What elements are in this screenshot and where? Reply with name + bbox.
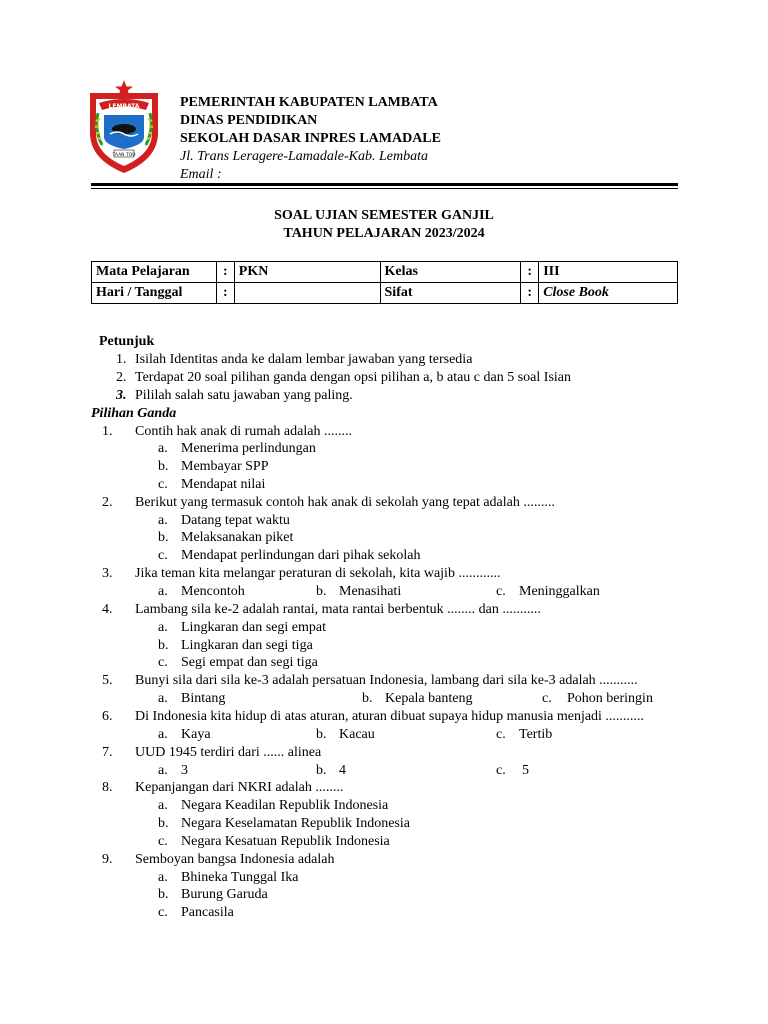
lembata-emblem-logo (86, 79, 162, 175)
logo-motto-text: TAAN TOU (112, 153, 136, 158)
question-text: Contih hak anak di rumah adalah ........ (135, 424, 352, 439)
option-letter: c. (158, 655, 168, 670)
option-letter: b. (158, 459, 169, 474)
option-text: Mencontoh (181, 584, 245, 599)
option-letter: b. (316, 763, 327, 778)
option-letter: c. (496, 763, 506, 778)
question-text: Jika teman kita melangar peraturan di sekolah, kita wajib ............ (135, 566, 501, 581)
option-letter: a. (158, 584, 168, 599)
option-text: Menasihati (339, 584, 402, 599)
question-text: Lambang sila ke-2 adalah rantai, mata rantai berbentuk ........ dan ........... (135, 602, 541, 617)
academic-year: TAHUN PELAJARAN 2023/2024 (283, 226, 485, 241)
instructions-heading: Petunjuk (99, 334, 155, 349)
option-letter: c. (158, 905, 168, 920)
class-label: Kelas (380, 262, 521, 283)
question-text: Kepanjangan dari NKRI adalah ........ (135, 780, 344, 795)
instruction-number: 1. (116, 352, 127, 367)
option-letter: a. (158, 513, 168, 528)
option-letter: a. (158, 620, 168, 635)
question-number: 2. (102, 495, 113, 510)
instruction-number: 3. (116, 388, 127, 403)
option-text: Menerima perlindungan (181, 441, 316, 456)
option-text: Kepala banteng (385, 691, 473, 706)
option-letter: a. (158, 691, 168, 706)
option-text: Bhineka Tunggal Ika (181, 870, 299, 885)
option-text: Pohon beringin (567, 691, 653, 706)
nature-value: Close Book (539, 283, 678, 304)
option-letter: a. (158, 441, 168, 456)
school-email: Email : (180, 167, 222, 182)
option-text: Kacau (339, 727, 375, 742)
option-letter: b. (316, 727, 327, 742)
option-text: Pancasila (181, 905, 234, 920)
question-text: Semboyan bangsa Indonesia adalah (135, 852, 335, 867)
question-number: 6. (102, 709, 113, 724)
option-text: Melaksanakan piket (181, 530, 294, 545)
option-text: 5 (522, 763, 529, 778)
instruction-text: Terdapat 20 soal pilihan ganda dengan opsi pilihan a, b atau c dan 5 soal Isian (135, 370, 572, 385)
option-letter: b. (158, 816, 169, 831)
exam-info-table (91, 261, 678, 304)
colon-separator: : (216, 262, 234, 283)
option-letter: c. (496, 727, 506, 742)
option-text: Negara Keadilan Republik Indonesia (181, 798, 389, 813)
subject-label: Mata Pelajaran (92, 262, 217, 283)
option-letter: a. (158, 727, 168, 742)
letterhead-divider-thin (91, 188, 678, 189)
option-text: Negara Kesatuan Republik Indonesia (181, 834, 390, 849)
letterhead (180, 94, 441, 184)
question-number: 7. (102, 745, 113, 760)
option-letter: c. (158, 548, 168, 563)
question-number: 1. (102, 424, 113, 439)
table-row (92, 262, 678, 283)
colon-separator: : (521, 262, 539, 283)
option-text: 4 (339, 763, 346, 778)
option-letter: b. (316, 584, 327, 599)
government-line: PEMERINTAH KABUPATEN LAMBATA (180, 95, 438, 110)
question-text: Berikut yang termasuk contoh hak anak di sekolah yang tepat adalah ......... (135, 495, 555, 510)
question-number: 9. (102, 852, 113, 867)
option-text: Meninggalkan (519, 584, 600, 599)
question-text: Di Indonesia kita hidup di atas aturan, aturan dibuat supaya hidup manusia menjadi ........... (135, 709, 644, 724)
letterhead-divider-thick (91, 183, 678, 186)
option-text: Burung Garuda (181, 887, 268, 902)
option-text: Mendapat nilai (181, 477, 266, 492)
question-number: 8. (102, 780, 113, 795)
option-letter: a. (158, 763, 168, 778)
question-number: 3. (102, 566, 113, 581)
instruction-text: Isilah Identitas anda ke dalam lembar jawaban yang tersedia (135, 352, 473, 367)
school-address: Jl. Trans Leragere-Lamadale-Kab. Lembata (180, 149, 428, 164)
option-text: Kaya (181, 727, 211, 742)
option-letter: b. (158, 887, 169, 902)
option-letter: c. (542, 691, 552, 706)
option-text: Lingkaran dan segi tiga (181, 638, 313, 653)
section-title: Pilihan Ganda (91, 406, 177, 421)
school-name: SEKOLAH DASAR INPRES LAMADALE (180, 131, 441, 146)
table-row (92, 283, 678, 304)
option-letter: c. (496, 584, 506, 599)
option-letter: a. (158, 798, 168, 813)
instruction-number: 2. (116, 370, 127, 385)
subject-value: PKN (234, 262, 380, 283)
option-text: 3 (181, 763, 188, 778)
date-value (234, 283, 380, 304)
question-number: 5. (102, 673, 113, 688)
option-letter: b. (362, 691, 373, 706)
question-text: Bunyi sila dari sila ke-3 adalah persatuan Indonesia, lambang dari sila ke-3 adalah ........... (135, 673, 638, 688)
option-text: Lingkaran dan segi empat (181, 620, 327, 635)
option-text: Bintang (181, 691, 226, 706)
department-line: DINAS PENDIDIKAN (180, 113, 318, 128)
question-text: UUD 1945 terdiri dari ...... alinea (135, 745, 322, 760)
option-text: Datang tepat waktu (181, 513, 290, 528)
option-letter: c. (158, 834, 168, 849)
option-letter: c. (158, 477, 168, 492)
exam-title: SOAL UJIAN SEMESTER GANJIL (274, 208, 494, 223)
option-letter: a. (158, 870, 168, 885)
option-text: Mendapat perlindungan dari pihak sekolah (181, 548, 421, 563)
option-text: Membayar SPP (181, 459, 269, 474)
option-text: Negara Keselamatan Republik Indonesia (181, 816, 410, 831)
logo-banner-text: LEMBATA (108, 103, 140, 110)
question-number: 4. (102, 602, 113, 617)
instruction-text: Pililah salah satu jawaban yang paling. (135, 388, 353, 403)
colon-separator: : (521, 283, 539, 304)
date-label: Hari / Tanggal (92, 283, 217, 304)
class-value: III (539, 262, 678, 283)
colon-separator: : (216, 283, 234, 304)
option-text: Tertib (519, 727, 553, 742)
nature-label: Sifat (380, 283, 521, 304)
option-letter: b. (158, 638, 169, 653)
option-letter: b. (158, 530, 169, 545)
option-text: Segi empat dan segi tiga (181, 655, 318, 670)
